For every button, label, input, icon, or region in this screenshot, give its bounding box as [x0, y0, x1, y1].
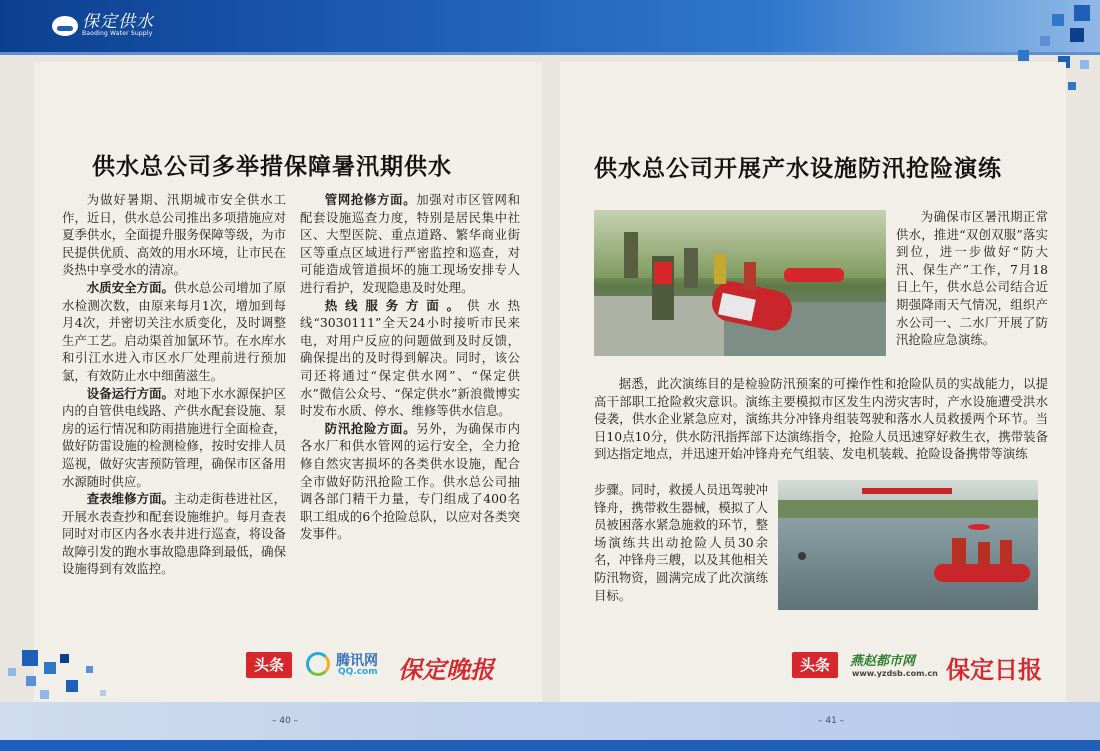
- logo-text-en: Baoding Water Supply: [82, 30, 153, 37]
- right-paragraph-3: 步骤。同时，救援人员迅驾驶冲锋舟，携带救生器械，模拟了人员被困落水紧急施救的环节，整场演练共出动抢险人员30余名，冲锋舟三艘，以及其他相关防汛物资，圆满完成了此次演练目标。: [594, 482, 768, 603]
- tencent-text: 腾讯网: [336, 653, 378, 669]
- left-section-flood: [300, 420, 520, 543]
- tencent-url: QQ.com: [338, 667, 378, 677]
- section-heading: 热线服务方面。: [324, 297, 467, 313]
- tencent-circle-icon: [306, 652, 330, 676]
- right-column-bottom: [594, 481, 768, 604]
- section-heading: 防汛抢险方面。: [324, 420, 417, 436]
- toutiao-logo-right: 头条: [792, 652, 838, 678]
- section-body: 对地下水水源保护区内的自管供电线路、产供水配套设施、泵房的运行情况和防雨措施进行全面检查，做好防雷设施的检测检修，按时安排人员巡视，做好灾害预防管理，确保市区备用水源随时供应。: [62, 385, 287, 489]
- section-body: 供水总公司增加了原水检测次数，由原来每月1次，增加到每月4次，并密切关注水质变化，及时调整生产工艺。启动渠首加氯环节。在水库水和引江水进入市区水厂处理前进行预加氯，有效防止水中细菌滋生。: [62, 279, 287, 383]
- baoding-evening-news-logo: 保定晚报: [398, 655, 494, 684]
- left-intro: 为做好暑期、汛期城市安全供水工作，近日，供水总公司推出多项措施应对夏季供水，全面提升服务保障等级，为市民提供优质、高效的用水环境，让市民在炎热中享受水的清凉。: [62, 192, 286, 278]
- left-section-hotline: [300, 297, 520, 420]
- left-article-title: 供水总公司多举措保障暑汛期供水: [92, 153, 452, 180]
- section-heading: 水质安全方面。: [86, 279, 174, 295]
- page-number-left: – 40 –: [272, 716, 299, 726]
- right-column-top: [896, 208, 1048, 349]
- right-body: [594, 375, 1048, 463]
- section-heading: 设备运行方面。: [86, 385, 174, 401]
- bottom-rule: [0, 740, 1100, 751]
- right-paragraph-2: 据悉，此次演练目的是检验防汛预案的可操作性和抢险队员的实战能力，以提高干部职工抢险救灾意识。演练主要模拟市区发生内涝灾害时，产水设施遭受洪水侵袭，供水企业紧急应对，演练共分冲锋舟组装驾驶和落水人员救援两个环节。当日10点10分，供水防汛指挥部下达演练指令，抢险人员迅速穿好救生衣，携带装备到达指定地点，并迅速开始冲锋舟充气组装、发电机装载、抢险设备携带等演练: [594, 376, 1048, 462]
- top-rule: [0, 52, 1100, 55]
- right-article-title: 供水总公司开展产水设施防汛抢险演练: [594, 155, 1002, 182]
- logo-mark-icon: [52, 16, 78, 36]
- top-banner: [0, 0, 1100, 52]
- photo-drill-rescue: [778, 480, 1038, 610]
- section-body: 另外，为确保市内各水厂和供水管网的运行安全，全力抢修自然灾害损坏的各类供水设施，配合全市做好防汛抢险工作。供水总公司抽调各部门精干力量，专门组成了400名职工组成的6个抢险总队，以应对各类突发事件。: [300, 420, 520, 542]
- left-section-pipe: [300, 191, 520, 297]
- yanzhao-logo: 燕赵都市网: [850, 654, 916, 669]
- section-heading: 管网抢修方面。: [324, 192, 417, 207]
- left-section-meter: [62, 490, 286, 578]
- left-section-equipment: [62, 385, 286, 491]
- logo: [52, 14, 154, 37]
- left-column-1: [62, 191, 286, 578]
- photo-drill-boat-launch: [594, 210, 886, 356]
- section-body: 主动走街巷进社区，开展水表查抄和配套设施维护。每月查表同时对市区内各水表井进行巡查，将设备故障引发的跑水事故隐患降到最低，确保设施得到有效监控。: [62, 491, 287, 577]
- section-body: 加强对市区管网和配套设施巡查力度，特别是居民集中社区、大型医院、重点道路、繁华商业街区等重点区域进行严密监控和巡查，对可能造成管道损坏的施工现场安排专人进行看护，发现隐患及时处理。: [300, 192, 520, 295]
- logo-text-cn: 保定供水: [82, 12, 154, 32]
- baoding-daily-logo: 保定日报: [946, 655, 1042, 684]
- page-number-right: – 41 –: [818, 716, 845, 726]
- right-paragraph-1: 为确保市区暑汛期正常供水，推进“双创双服”落实到位，进一步做好“防大汛、保生产”工作，7月18日上午，供水总公司结合近期强降雨天气情况，组织产水公司一、二水厂开展了防汛抢险应急演练。: [896, 209, 1048, 348]
- yanzhao-url: www.yzdsb.com.cn: [852, 669, 938, 678]
- left-column-2: [300, 191, 520, 543]
- section-heading: 查表维修方面。: [86, 491, 174, 507]
- section-body: 供水热线“3030111”全天24小时接听市民来电，对用户反应的问题做到及时反馈，确保提出的及时得到解决。同时，该公司还将通过“保定供水网”、“保定供水”微信公众号、“保定供水”新浪微博实时发布水质、停水、维修等供水信息。: [300, 297, 520, 419]
- left-section-water-quality: [62, 279, 286, 385]
- toutiao-logo: 头条: [246, 652, 292, 678]
